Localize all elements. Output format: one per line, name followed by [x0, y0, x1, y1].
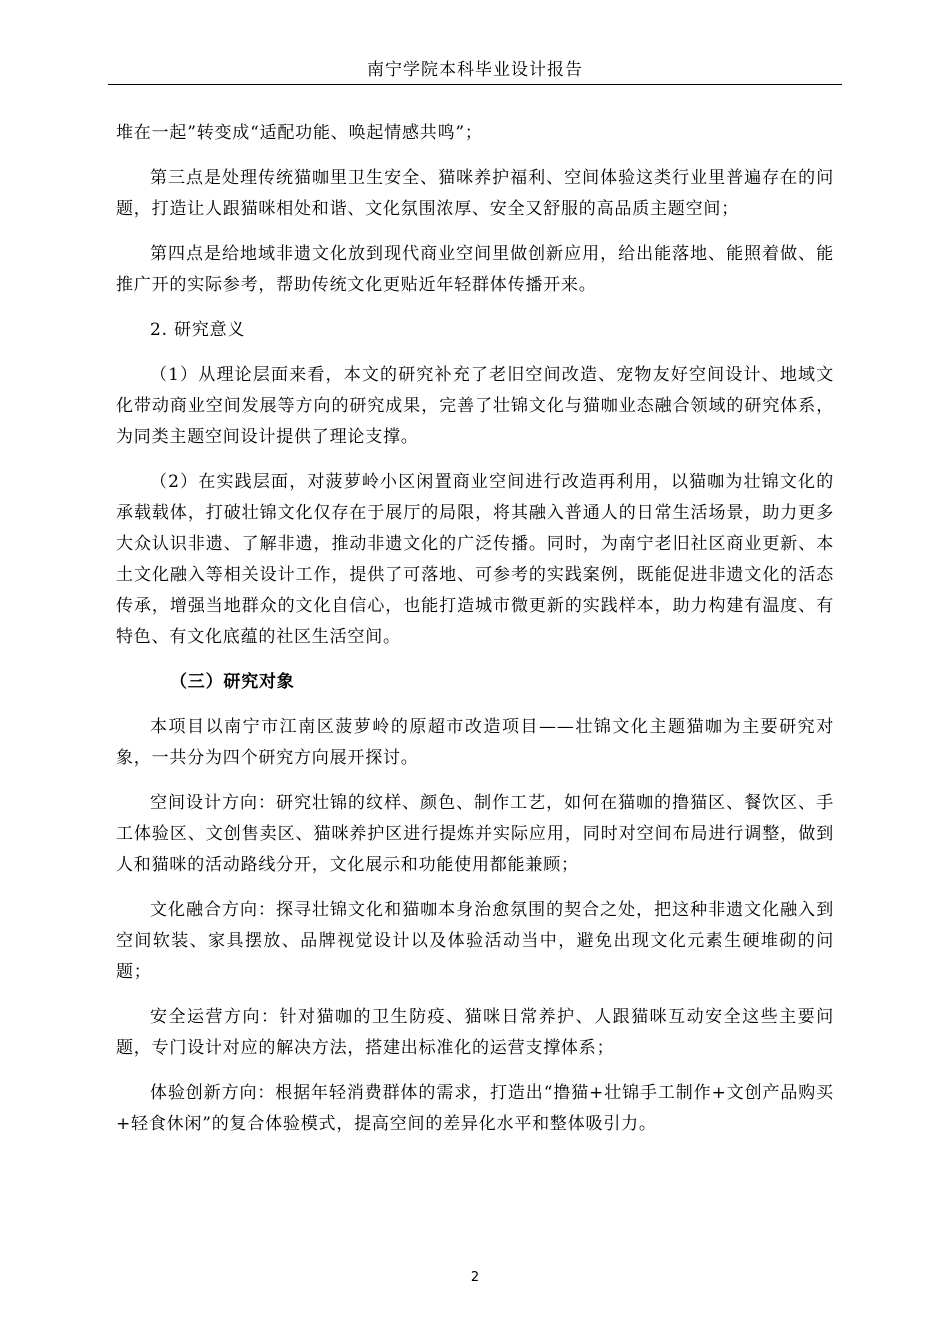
paragraph-theoretical-significance: （1）从理论层面来看，本文的研究补充了老旧空间改造、宠物友好空间设计、地域文化带动商业空间发展等方向的研究成果，完善了壮锦文化与猫咖业态融合领域的研究体系，为同类主题空间设计提供了理论支撑。	[116, 365, 834, 447]
paragraph-space-design-direction: 空间设计方向：研究壮锦的纹样、颜色、制作工艺，如何在猫咖的撸猫区、餐饮区、手工体验区、文创售卖区、猫咪养护区进行提炼并实际应用，同时对空间布局进行调整，做到人和猫咪的活动路线分开，文化展示和功能使用都能兼顾；	[116, 793, 834, 875]
section-heading-research-significance: 2. 研究意义	[150, 320, 246, 340]
paragraph-experience-innovation-direction: 体验创新方向：根据年轻消费群体的需求，打造出“撸猫+壮锦手工制作+文创产品购买+轻食休闲”的复合体验模式，提高空间的差异化水平和整体吸引力。	[116, 1083, 834, 1134]
section-heading-research-object: （三）研究对象	[170, 672, 295, 692]
paragraph-point-three: 第三点是处理传统猫咖里卫生安全、猫咪养护福利、空间体验这类行业里普遍存在的问题，打造让人跟猫咪相处和谐、文化氛围浓厚、安全又舒服的高品质主题空间；	[116, 168, 834, 219]
paragraph-culture-fusion-direction: 文化融合方向：探寻壮锦文化和猫咖本身治愈氛围的契合之处，把这种非遗文化融入到空间软装、家具摆放、品牌视觉设计以及体验活动当中，避免出现文化元素生硬堆砌的问题；	[116, 900, 834, 982]
page-header-title: 南宁学院本科毕业设计报告	[367, 60, 583, 80]
paragraph-point-four: 第四点是给地域非遗文化放到现代商业空间里做创新应用，给出能落地、能照着做、能推广开的实际参考，帮助传统文化更贴近年轻群体传播开来。	[116, 244, 834, 295]
paragraph-practical-significance: （2）在实践层面，对菠萝岭小区闲置商业空间进行改造再利用，以猫咖为壮锦文化的承载载体，打破壮锦文化仅存在于展厅的局限，将其融入普通人的日常生活场景，助力更多大众认识非遗、了解非遗，推动非遗文化的广泛传播。同时，为南宁老旧社区商业更新、本土文化融入等相关设计工作，提供了可落地、可参考的实践案例，既能促进非遗文化的活态传承，增强当地群众的文化自信心，也能打造城市微更新的实践样本，助力构建有温度、有特色、有文化底蕴的社区生活空间。	[116, 472, 834, 647]
paragraph-research-object-intro: 本项目以南宁市江南区菠萝岭的原超市改造项目——壮锦文化主题猫咖为主要研究对象，一共分为四个研究方向展开探讨。	[116, 717, 834, 768]
paragraph-safety-operation-direction: 安全运营方向：针对猫咖的卫生防疫、猫咪日常养护、人跟猫咪互动安全这些主要问题，专门设计对应的解决方法，搭建出标准化的运营支撑体系；	[116, 1007, 834, 1058]
paragraph-continuation: 堆在一起”转变成“适配功能、唤起情感共鸣”；	[116, 123, 483, 143]
header-divider	[108, 84, 842, 85]
page-number: 2	[470, 1270, 480, 1285]
document-body	[116, 118, 834, 1154]
